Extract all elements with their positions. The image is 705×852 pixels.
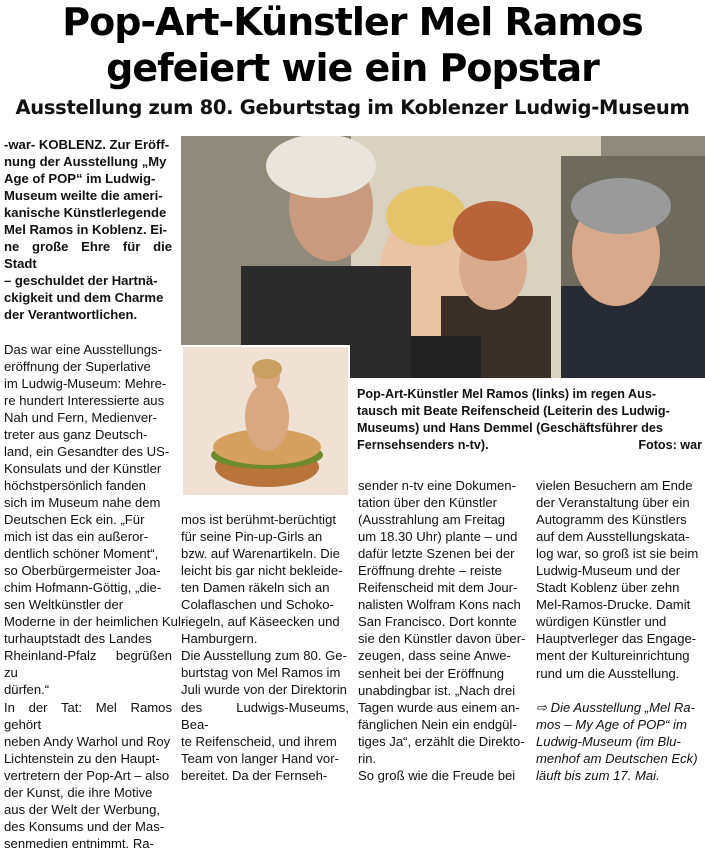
article-column-3: sender n-tv eine Dokumen- tation über den Künstler (Ausstrahlung am Freitag um 18.30 Uhr) plante – und dafür letzte Szenen bei der Eröffnung drehte – reiste Reifenscheid mit dem Jour- nalisten Wolfram Kons nach San Francisco. Dort konnte sie den Künstler davon über- zeugen, dass seine Anwe- senheit bei der Eröffnung unabdingbar ist. „Nach drei Tagen wurde aus einem an- fänglichen Nein ein endgül- tiges Ja“, erzählt die Direkto- rin. So groß wie die Freude bei [358, 478, 526, 783]
exhibition-info-box: ⇨ Die Ausstellung „Mel Ra- mos – My Age of POP“ im Ludwig-Museum (im Blu- menhof am Deutschen Eck) läuft bis zum 17. Mai. [536, 699, 698, 783]
article-column-2: mos ist berühmt-berüchtigt für seine Pin-up-Girls an bzw. auf Warenartikeln. Die leicht bis gar nicht bekleide- ten Damen räkeln sich an Colaflaschen und Schoko- riegeln, auf Käseecken und Hamburgern. Die Ausstellung zum 80. Ge- burtstag von Mel Ramos im Juli wurde von der Direktorin des Ludwigs-Museums, Bea- te Reifenscheid, und ihrem Team von langer Hand vor- bereitet. Da der Fernseh- [181, 512, 349, 783]
headline-line-2: gefeiert wie ein Popstar [106, 46, 599, 90]
inset-photo-sculpture [181, 345, 350, 497]
sculpture-drawing [183, 347, 348, 495]
subheadline: Ausstellung zum 80. Geburtstag im Koblenzer Ludwig-Museum [15, 96, 690, 119]
headline-line-1: Pop-Art-Künstler Mel Ramos [62, 0, 643, 44]
lead-paragraph: -war- KOBLENZ. Zur Eröff- nung der Ausstellung „My Age of POP“ im Ludwig- Museum weilte die ameri- kanische Künstlerlegende Mel Ramos in Koblenz. Ei- ne große Ehre für die Stadt – geschuldet der Hartnä- ckigkeit und dem Charme der Verantwortlichen. [4, 137, 172, 323]
body-text-col1: Das war eine Ausstellungs- eröffnung der Superlative im Ludwig-Museum: Mehre- re hundert Interessierte aus Nah und Fern, Medienver- treter aus ganz Deutsch- land, ein Gesandter des US- Konsulats und der Künstler höchstpersönlich fanden sich im Museum nahe dem Deutschen Eck ein. „Für mich ist das ein außeror- dentlich schöner Moment“, so Oberbürgermeister Joa- chim Hofmann-Göttig, „die- sen Weltkünstler der Moderne in der heimlichen Kul- turhauptstadt des Landes Rheinland-Pfalz begrüßen zu dürfen.“ In der Tat: Mel Ramos gehört neben Andy Warhol und Roy Lichtenstein zu den Haupt- vertretern der Pop-Art – also der Kunst, die ihre Motive aus der Welt der Werbung, des Konsums und der Mas- senmedien entnimmt. Ra- [4, 341, 186, 851]
photo-scene [181, 136, 705, 378]
article-column-4: vielen Besuchern am Ende der Veranstaltung über ein Autogramm des Künstlers auf dem Ausstellungskata- log war, so groß ist sie beim Ludwig-Museum und der Stadt Koblenz über zehn Mel-Ramos-Drucke. Damit würdigen Künstler und Hauptverleger das Engage- ment der Kultureinrichtung rund um die Ausstellung. ⇨ Die Ausstellung „Mel Ra- mos – My Age of POP“ im Ludwig-Museum (im Blu- menhof am Deutschen Eck) läuft bis zum 17. Mai. [536, 477, 702, 784]
main-photo [181, 136, 705, 378]
photo-caption: Pop-Art-Künstler Mel Ramos (links) im regen Aus- tausch mit Beate Reifenscheid (Leiterin des Ludwig- Museums) und Hans Demmel (Geschäftsführer des Fernsehsenders n-tv). Fotos: war [357, 387, 702, 452]
photo-credit: Fotos: war [638, 438, 702, 452]
article-column-1 [4, 136, 186, 852]
